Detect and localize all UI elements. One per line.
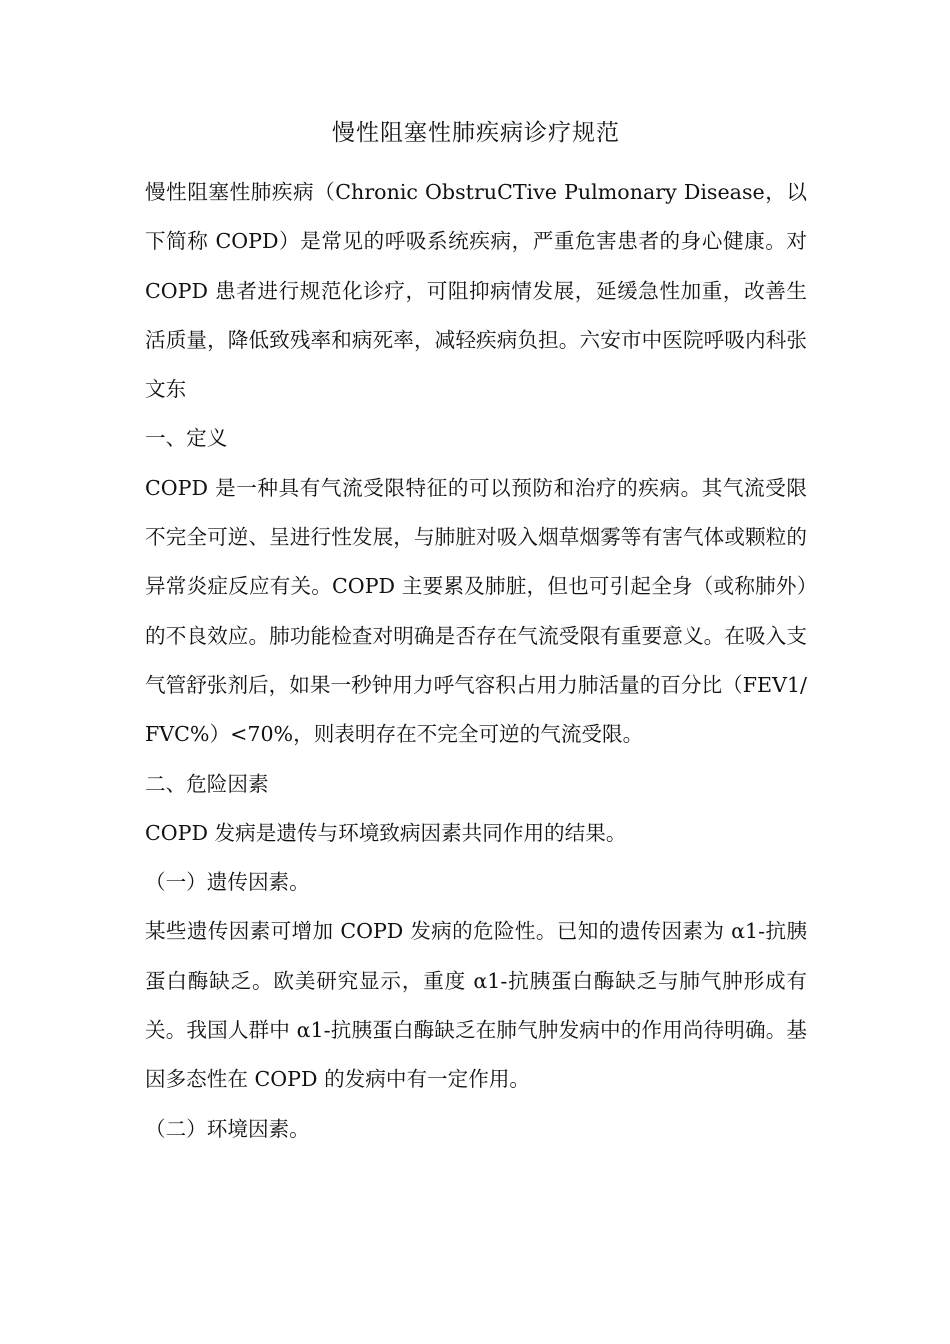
definition-paragraph: COPD 是一种具有气流受限特征的可以预防和治疗的疾病。其气流受限不完全可逆、呈进行性发展，与肺脏对吸入烟草烟雾等有害气体或颗粒的异常炎症反应有关。COPD 主要累及肺脏，但也可引起全身（或称肺外）的不良效应。肺功能检查对明确是否存在气流受限有重要意义。在吸入支气管舒张剂后，如果一秒钟用力呼气容积占用力肺活量的百分比（FEV1/FVC%）<70%，则表明存在不完全可逆的气流受限。 — [145, 475, 807, 747]
intro-paragraph: 慢性阻塞性肺疾病（Chronic ObstruCTive Pulmonary Disease，以下简称 COPD）是常见的呼吸系统疾病，严重危害患者的身心健康。对 COPD 患者进行规范化诊疗，可阻抑病情发展，延缓急性加重，改善生活质量，降低致残率和病死率，减轻疾病负担。六安市中医院呼吸内科张文东 — [145, 180, 807, 402]
document-page — [145, 114, 807, 1154]
section-heading-definition: 一、定义 — [145, 426, 228, 451]
subsection-heading-genetic: （一）遗传因素。 — [145, 870, 310, 895]
section-heading-risk-factors: 二、危险因素 — [145, 771, 269, 796]
subsection-heading-environmental: （二）环境因素。 — [145, 1116, 310, 1141]
genetic-factors-paragraph: 某些遗传因素可增加 COPD 发病的危险性。已知的遗传因素为 α1-抗胰蛋白酶缺乏。欧美研究显示，重度 α1-抗胰蛋白酶缺乏与肺气肿形成有关。我国人群中 α1-抗胰蛋白酶缺乏在肺气肿发病中的作用尚待明确。基因多态性在 COPD 的发病中有一定作用。 — [145, 919, 807, 1092]
risk-factors-paragraph: COPD 发病是遗传与环境致病因素共同作用的结果。 — [145, 820, 627, 845]
document-title: 慢性阻塞性肺疾病诊疗规范 — [332, 120, 620, 146]
